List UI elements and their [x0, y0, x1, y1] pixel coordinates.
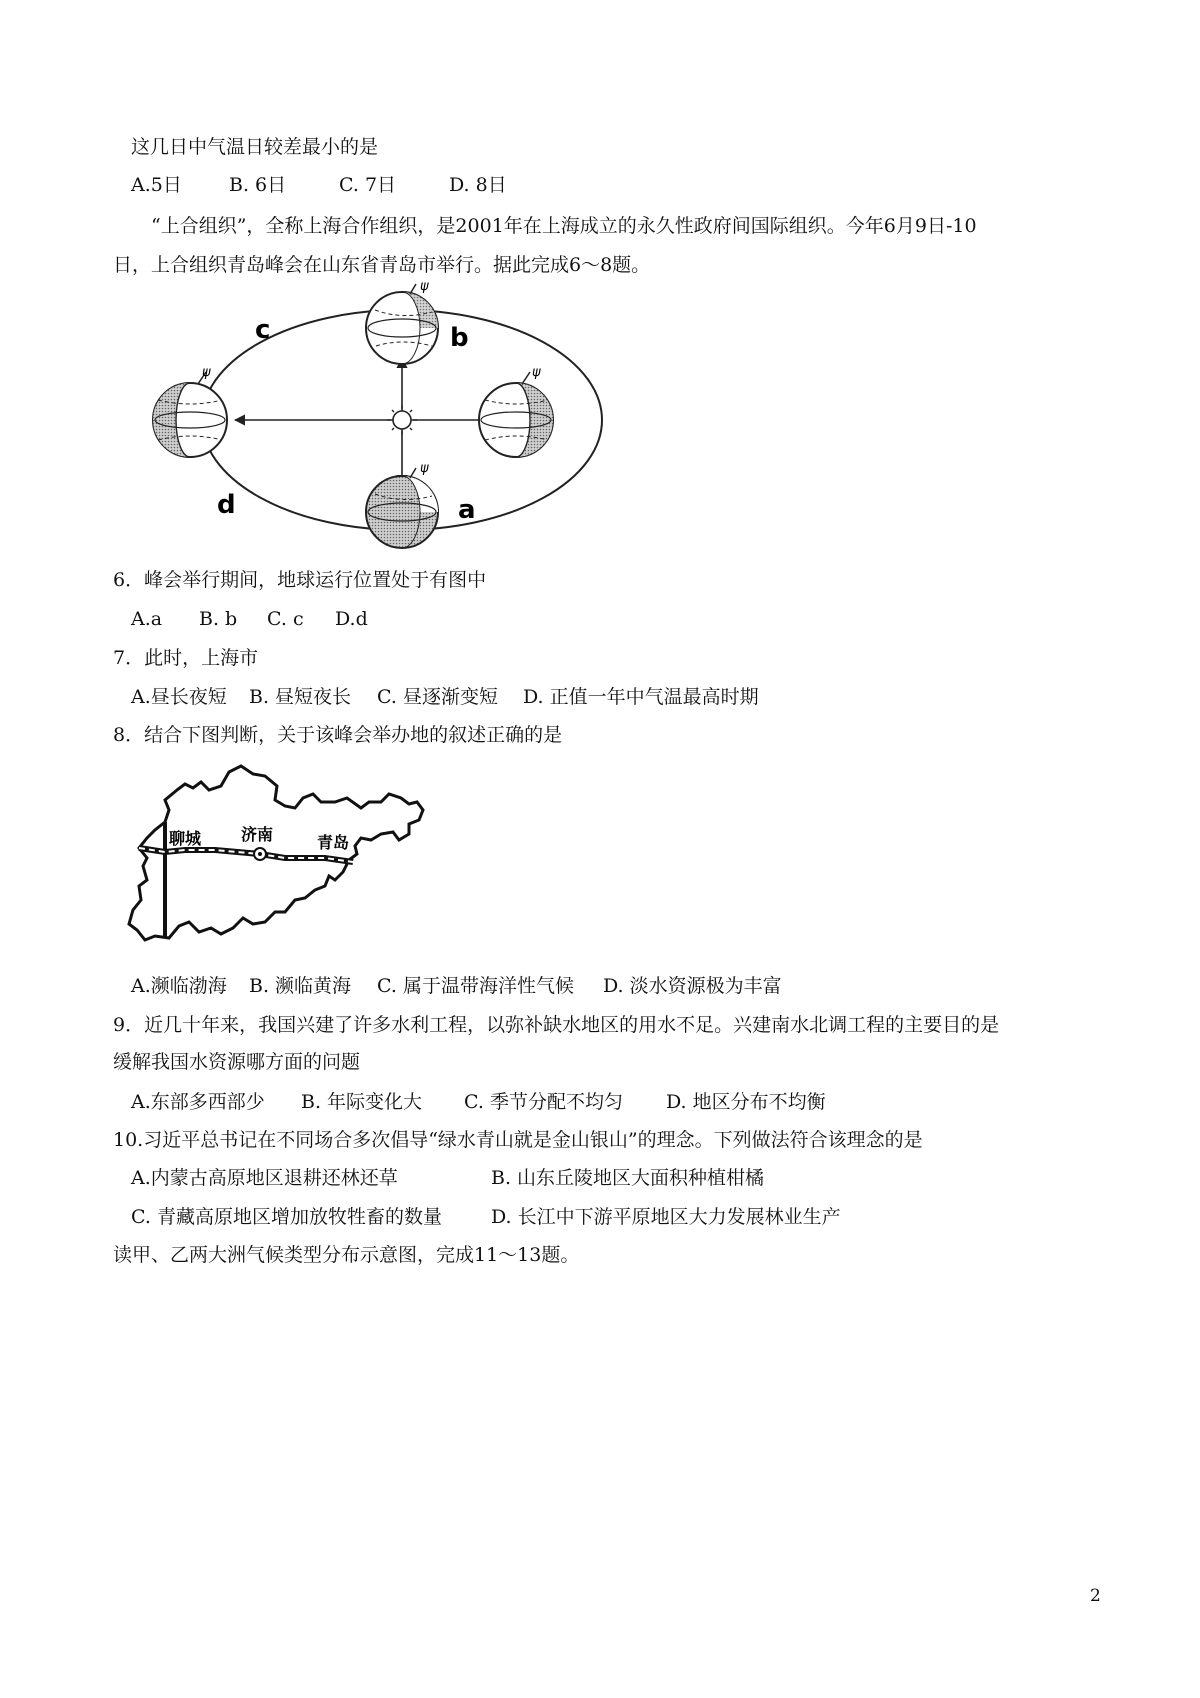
- q9-options: [131, 1089, 826, 1115]
- q9-stem-line1: 9．近几十年来，我国兴建了许多水利工程，以弥补缺水地区的用水不足。兴建南水北调工程的主要目的是: [113, 1014, 1000, 1036]
- orbit-label-b: b: [450, 323, 469, 353]
- intro-11-13: 读甲、乙两大洲气候类型分布示意图，完成11～13题。: [113, 1244, 580, 1266]
- q8-option-a: A.濒临渤海: [131, 975, 227, 997]
- axis-mark-top: ψ: [420, 279, 429, 294]
- city-liaocheng: 聊城: [169, 829, 202, 848]
- globe-right: [479, 372, 553, 457]
- q8-stem: 8．结合下图判断，关于该峰会举办地的叙述正确的是: [113, 724, 563, 746]
- q8-option-d: D. 淡水资源极为丰富: [603, 975, 782, 997]
- q10-options-row1: [131, 1165, 764, 1191]
- q9-option-b: B. 年际变化大: [301, 1091, 423, 1113]
- q10-option-d: D. 长江中下游平原地区大力发展林业生产: [491, 1206, 841, 1228]
- q6-stem: 6．峰会举行期间，地球运行位置处于有图中: [113, 569, 487, 591]
- shandong-map: [125, 762, 455, 947]
- q7-option-b: B. 昼短夜长: [249, 686, 352, 708]
- q9-stem-line2: 缓解我国水资源哪方面的问题: [113, 1051, 361, 1073]
- q8-option-b: B. 濒临黄海: [249, 975, 352, 997]
- globe-top: [366, 284, 438, 364]
- q6-option-a: A.a: [131, 608, 163, 630]
- axis-mark-left: ψ: [202, 365, 211, 380]
- q9-option-a: A.东部多西部少: [131, 1091, 265, 1113]
- q10-option-a: A.内蒙古高原地区退耕还林还草: [131, 1167, 398, 1189]
- globe-bottom: [366, 468, 438, 548]
- globe-left: [153, 372, 227, 457]
- axis-mark-right: ψ: [532, 365, 541, 380]
- q5-stem: 这几日中气温日较差最小的是: [131, 136, 379, 158]
- intro-sco-line2: 日，上合组织青岛峰会在山东省青岛市举行。据此完成6～8题。: [113, 254, 651, 276]
- q8-option-c: C. 属于温带海洋性气候: [377, 975, 574, 997]
- q10-stem: 10.习近平总书记在不同场合多次倡导“绿水青山就是金山银山”的理念。下列做法符合该理念的是: [113, 1129, 923, 1151]
- orbit-label-d: d: [217, 490, 236, 520]
- q6-option-d: D.d: [335, 608, 368, 630]
- page-number: 2: [1090, 1586, 1101, 1606]
- q10-options-row2: [131, 1204, 841, 1230]
- city-jinan: 济南: [241, 825, 274, 844]
- q10-option-b: B. 山东丘陵地区大面积种植柑橘: [491, 1167, 765, 1189]
- orbit-diagram: [170, 279, 630, 585]
- city-qingdao: 青岛: [317, 833, 350, 852]
- q9-option-d: D. 地区分布不均衡: [666, 1091, 826, 1113]
- q7-option-d: D. 正值一年中气温最高时期: [523, 686, 759, 708]
- q6-option-b: B. b: [199, 608, 238, 630]
- q5-option-c: C. 7日: [339, 174, 397, 196]
- orbit-label-a: a: [458, 495, 476, 525]
- q7-stem: 7．此时，上海市: [113, 647, 259, 669]
- intro-sco-line1: “上合组织”，全称上海合作组织，是2001年在上海成立的永久性政府间国际组织。今年6月9日-10: [151, 215, 977, 237]
- q7-options: [131, 684, 759, 710]
- q7-option-a: A.昼长夜短: [131, 686, 227, 708]
- q8-options: [131, 973, 782, 999]
- q6-option-c: C. c: [267, 608, 304, 630]
- orbit-label-c: c: [255, 315, 271, 345]
- q5-option-a: A.5日: [131, 174, 182, 196]
- q5-option-d: D. 8日: [449, 174, 507, 196]
- q6-options: [131, 606, 368, 632]
- axis-mark-bottom: ψ: [420, 461, 429, 476]
- q5-option-b: B. 6日: [229, 174, 287, 196]
- q10-option-c: C. 青藏高原地区增加放牧牲畜的数量: [131, 1206, 442, 1228]
- q5-options: [131, 172, 507, 198]
- q7-option-c: C. 昼逐渐变短: [377, 686, 498, 708]
- q9-option-c: C. 季节分配不均匀: [464, 1091, 623, 1113]
